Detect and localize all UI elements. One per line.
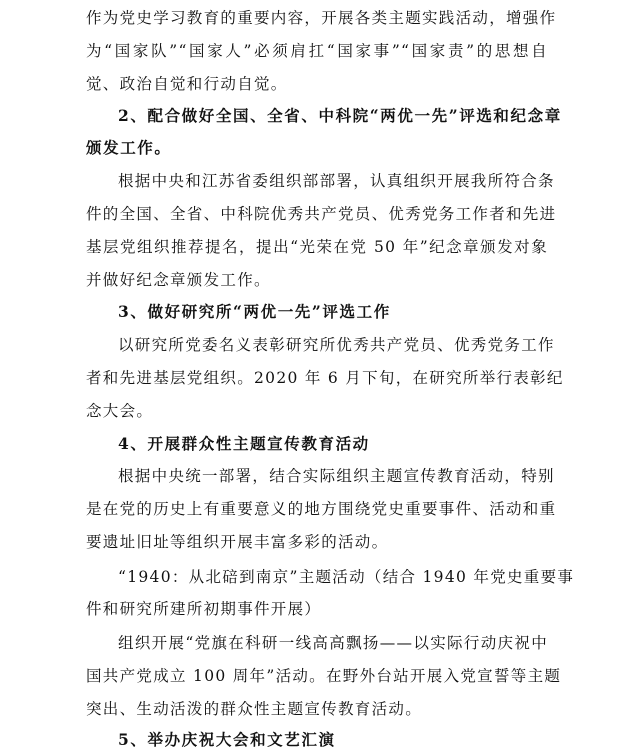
paragraph-line: “1940：从北碚到南京”主题活动（结合 1940 年党史重要事 <box>118 568 575 586</box>
paragraph-line: 为“国家队”“国家人”必须肩扛“国家事”“国家责”的思想自 <box>86 42 548 60</box>
section-heading-3: 3、做好研究所“两优一先”评选工作 <box>118 302 391 321</box>
paragraph-line: 件和研究所建所初期事件开展） <box>86 600 322 618</box>
paragraph-line: 觉、政治自觉和行动自觉。 <box>86 75 288 93</box>
paragraph-line: 并做好纪念章颁发工作。 <box>86 271 271 289</box>
paragraph-line: 根据中央统一部署，结合实际组织主题宣传教育活动，特别 <box>118 467 555 485</box>
paragraph-line: 要遗址旧址等组织开展丰富多彩的活动。 <box>86 533 389 551</box>
section-heading-2: 2、配合做好全国、全省、中科院“两优一先”评选和纪念章 <box>118 106 562 125</box>
paragraph-line: 念大会。 <box>86 402 154 420</box>
paragraph-line: 作为党史学习教育的重要内容，开展各类主题实践活动，增强作 <box>86 9 557 27</box>
paragraph-line: 者和先进基层党组织。2020 年 6 月下旬，在研究所举行表彰纪 <box>86 369 564 387</box>
paragraph-line: 是在党的历史上有重要意义的地方围绕党史重要事件、活动和重 <box>86 500 557 518</box>
paragraph-line: 以研究所党委名义表彰研究所优秀共产党员、优秀党务工作 <box>118 336 555 354</box>
paragraph-line: 组织开展“党旗在科研一线高高飘扬——以实际行动庆祝中 <box>118 634 548 652</box>
paragraph-line: 突出、生动活泼的群众性主题宣传教育活动。 <box>86 700 423 718</box>
section-heading-2-cont: 颁发工作。 <box>86 138 172 157</box>
paragraph-line: 根据中央和江苏省委组织部部署，认真组织开展我所符合条 <box>118 172 555 190</box>
section-heading-5: 5、举办庆祝大会和文艺汇演 <box>118 730 336 749</box>
section-heading-4: 4、开展群众性主题宣传教育活动 <box>118 434 370 453</box>
paragraph-line: 件的全国、全省、中科院优秀共产党员、优秀党务工作者和先进 <box>86 205 557 223</box>
paragraph-line: 基层党组织推荐提名，提出“光荣在党 50 年”纪念章颁发对象 <box>86 238 548 256</box>
paragraph-line: 国共产党成立 100 周年”活动。在野外台站开展入党宣誓等主题 <box>86 667 562 685</box>
